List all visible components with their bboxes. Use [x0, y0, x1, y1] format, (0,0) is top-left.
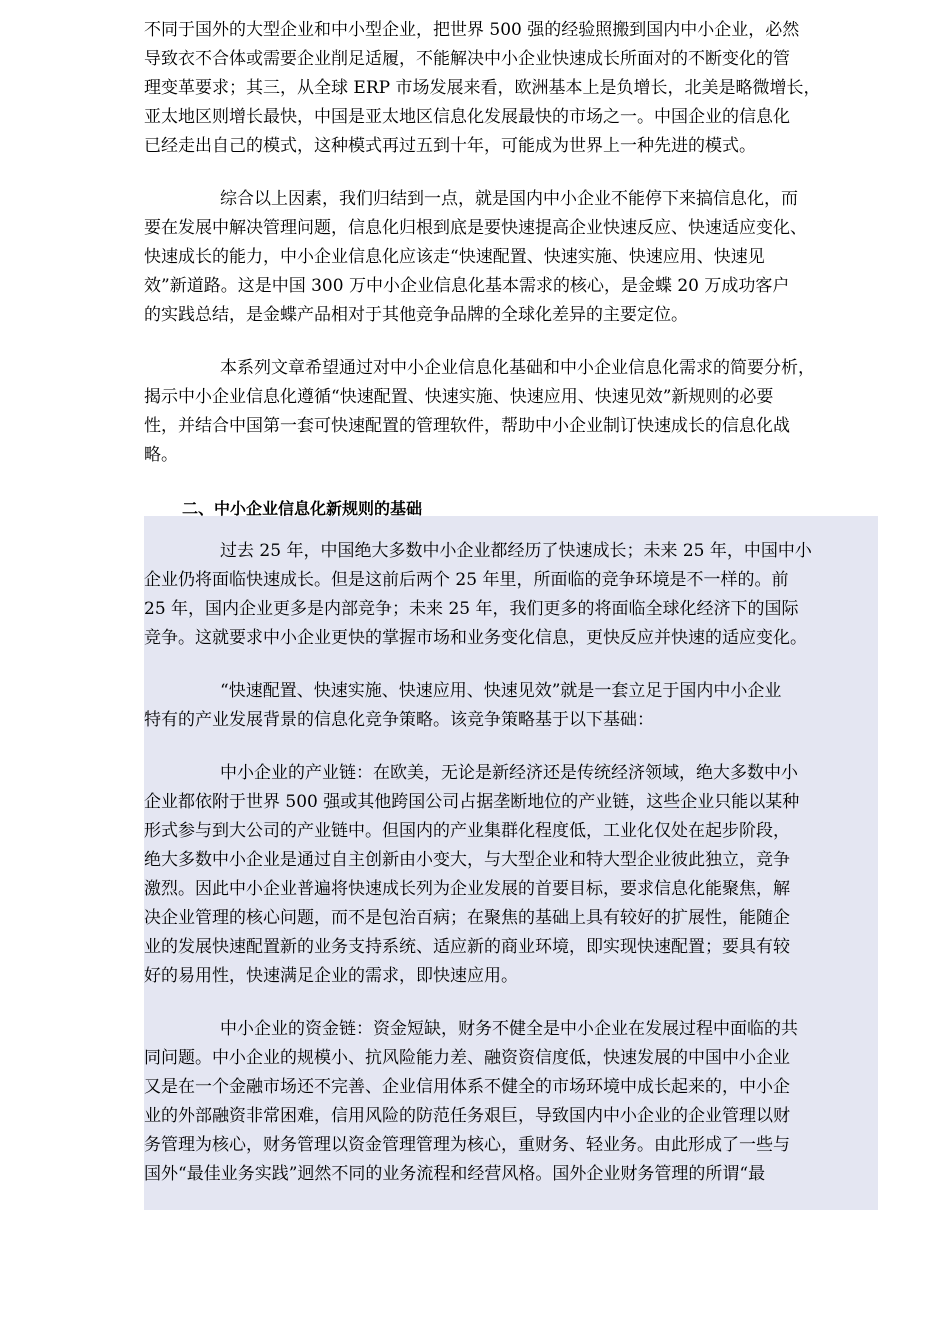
text-line: 绝大多数中小企业是通过自主创新由小变大，与大型企业和特大型企业彼此独立，竞争 [144, 850, 790, 870]
text-line: 过去 25 年，中国绝大多数中小企业都经历了快速成长；未来 25 年，中国中小 [220, 541, 812, 561]
text-line: 中小企业的产业链：在欧美，无论是新经济还是传统经济领域，绝大多数中小 [220, 763, 798, 783]
text-line: 好的易用性，快速满足企业的需求，即快速应用。 [144, 966, 518, 986]
text-line: 快速成长的能力，中小企业信息化应该走“快速配置、快速实施、快速应用、快速见 [144, 247, 765, 267]
text-line: 不同于国外的大型企业和中小型企业，把世界 500 强的经验照搬到国内中小企业，必然 [144, 20, 800, 40]
text-line: 理变革要求；其三，从全球 ERP 市场发展来看，欧洲基本上是负增长，北美是略微增长， [144, 78, 821, 98]
text-line: 企业都依附于世界 500 强或其他跨国公司占据垄断地位的产业链，这些企业只能以某种 [144, 792, 800, 812]
text-line: “快速配置、快速实施、快速应用、快速见效”就是一套立足于国内中小企业 [220, 681, 782, 701]
text-line: 导致衣不合体或需要企业削足适履，不能解决中小企业快速成长所面对的不断变化的管 [144, 49, 790, 69]
paragraph-competition [144, 537, 886, 653]
text-line: 又是在一个金融市场还不完善、企业信用体系不健全的市场环境中成长起来的，中小企 [144, 1077, 790, 1097]
text-line: 形式参与到大公司的产业链中。但国内的产业集群化程度低，工业化仅处在起步阶段， [144, 821, 790, 841]
paragraph-capital-chain [144, 1015, 886, 1189]
text-line: 性，并结合中国第一套可快速配置的管理软件，帮助中小企业制订快速成长的信息化战 [144, 416, 790, 436]
text-line: 亚太地区则增长最快，中国是亚太地区信息化发展最快的市场之一。中国企业的信息化 [144, 107, 790, 127]
paragraph-erp-market [144, 16, 886, 161]
text-line: 竞争。这就要求中小企业更快的掌握市场和业务变化信息，更快反应并快速的适应变化。 [144, 628, 807, 648]
text-line: 决企业管理的核心问题，而不是包治百病；在聚焦的基础上具有较好的扩展性，能随企 [144, 908, 790, 928]
text-line: 本系列文章希望通过对中小企业信息化基础和中小企业信息化需求的简要分析， [220, 358, 815, 378]
text-line: 综合以上因素，我们归结到一点，就是国内中小企业不能停下来搞信息化，而 [220, 189, 798, 209]
text-line: 同问题。中小企业的规模小、抗风险能力差、融资资信度低，快速发展的中国中小企业 [144, 1048, 790, 1068]
paragraph-industry-chain [144, 759, 886, 991]
text-line: 略。 [144, 445, 178, 465]
document-page [144, 16, 886, 1213]
text-line: 已经走出自己的模式，这种模式再过五到十年，可能成为世界上一种先进的模式。 [144, 136, 756, 156]
paragraph-strategy [144, 677, 886, 735]
text-line: 效”新道路。这是中国 300 万中小企业信息化基本需求的核心，是金蝶 20 万成功客户 [144, 276, 790, 296]
section-heading: 二、中小企业信息化新规则的基础 [182, 499, 423, 518]
text-line: 特有的产业发展背景的信息化竞争策略。该竞争策略基于以下基础： [144, 710, 654, 730]
text-line: 业的发展快速配置新的业务支持系统、适应新的商业环境，即实现快速配置；要具有较 [144, 937, 790, 957]
text-line: 企业仍将面临快速成长。但是这前后两个 25 年里，所面临的竞争环境是不一样的。前 [144, 570, 789, 590]
text-line: 揭示中小企业信息化遵循“快速配置、快速实施、快速应用、快速见效”新规则的必要 [144, 387, 774, 407]
text-line: 务管理为核心，财务管理以资金管理管理为核心，重财务、轻业务。由此形成了一些与 [144, 1135, 790, 1155]
text-line: 25 年，国内企业更多是内部竞争；未来 25 年，我们更多的将面临全球化经济下的国际 [144, 599, 799, 619]
text-line: 业的外部融资非常困难，信用风险的防范任务艰巨，导致国内中小企业的企业管理以财 [144, 1106, 790, 1126]
paragraph-summary [144, 185, 886, 330]
paragraph-series-intro [144, 354, 886, 470]
text-line: 的实践总结，是金蝶产品相对于其他竞争品牌的全球化差异的主要定位。 [144, 305, 688, 325]
text-line: 中小企业的资金链：资金短缺，财务不健全是中小企业在发展过程中面临的共 [220, 1019, 798, 1039]
text-line: 激烈。因此中小企业普遍将快速成长列为企业发展的首要目标，要求信息化能聚焦，解 [144, 879, 790, 899]
text-line: 要在发展中解决管理问题，信息化归根到底是要快速提高企业快速反应、快速适应变化、 [144, 218, 807, 238]
text-line: 国外“最佳业务实践”迥然不同的业务流程和经营风格。国外企业财务管理的所谓“最 [144, 1164, 766, 1184]
